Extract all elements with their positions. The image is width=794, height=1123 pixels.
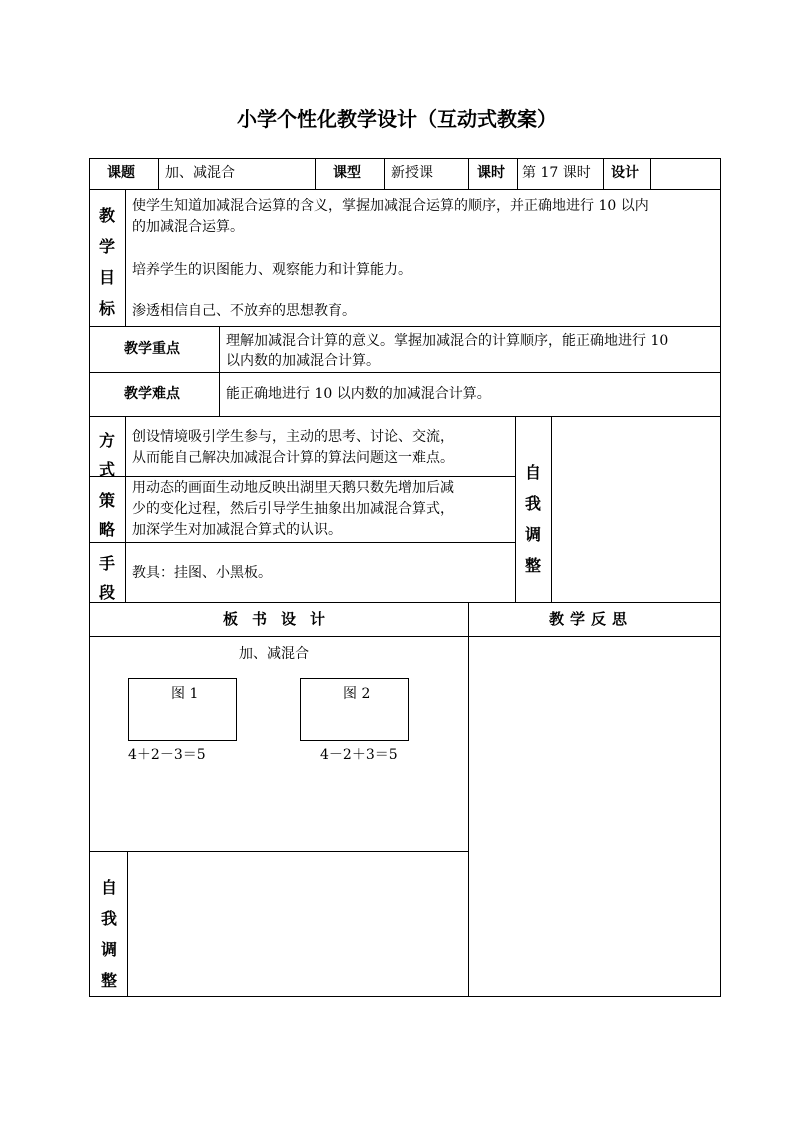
tools-text: 教具：挂图、小黑板。: [132, 565, 272, 581]
row-divider: [89, 636, 721, 637]
period-value: 第 17 课时: [522, 165, 591, 181]
col-divider: [468, 602, 469, 997]
col-divider: [125, 189, 126, 327]
course-label: 课题: [107, 165, 135, 181]
method-line: 从而能自己解决加减混合计算的算法问题这一难点。: [132, 450, 454, 466]
row-divider: [89, 851, 469, 852]
figure-1-box: [128, 678, 237, 741]
row-divider: [89, 372, 721, 373]
col-divider: [158, 158, 159, 190]
strategy-line: 少的变化过程，然后引导学生抽象出加减混合算式，: [132, 501, 454, 517]
board-subtitle: 加、减混合: [239, 646, 309, 662]
method-label-shouduan: 手 段: [98, 554, 115, 602]
figure-2-box: [300, 678, 409, 741]
objective-line: 渗透相信自己、不放弃的思想教育。: [132, 303, 356, 319]
row-divider: [89, 416, 721, 417]
equation-1: 4＋2－3＝5: [128, 747, 206, 763]
method-line: 创设情境吸引学生参与，主动的思考、讨论、交流，: [132, 429, 454, 445]
board-design-header: 板书设计: [223, 610, 340, 628]
bottom-self-adjust-label: 自 我 调 整: [100, 878, 117, 990]
objective-line: 培养学生的识图能力、观察能力和计算能力。: [132, 262, 412, 278]
col-divider: [127, 851, 128, 997]
table-border-bottom: [89, 996, 721, 997]
page-title: 小学个性化教学设计（互动式教案）: [237, 107, 557, 131]
col-divider: [650, 158, 651, 190]
row-divider: [89, 476, 516, 477]
row-divider: [89, 602, 721, 603]
key-point-line: 理解加减混合计算的意义。掌握加减混合的计算顺序，能正确地进行 10: [226, 333, 669, 349]
table-border-right: [720, 158, 721, 997]
period-label: 课时: [477, 165, 505, 181]
col-divider: [468, 158, 469, 190]
objectives-label: 教 学 目 标: [98, 206, 115, 318]
difficulty-text: 能正确地进行 10 以内数的加减混合计算。: [226, 386, 491, 402]
figure-1-label: 图 1: [171, 686, 199, 702]
type-label: 课型: [333, 165, 361, 181]
col-divider: [517, 158, 518, 190]
col-divider: [384, 158, 385, 190]
key-point-line: 以内数的加减混合计算。: [226, 353, 380, 369]
table-border-left: [89, 158, 90, 997]
strategy-line: 加深学生对加减混合算式的认识。: [132, 522, 342, 538]
col-divider: [603, 158, 604, 190]
method-label-celue: 策 略: [98, 491, 115, 539]
strategy-line: 用动态的画面生动地反映出湖里天鹅只数先增加后减: [132, 480, 454, 496]
col-divider: [551, 416, 552, 603]
course-value: 加、减混合: [165, 165, 235, 181]
reflection-header: 教学反思: [549, 610, 634, 628]
figure-2-label: 图 2: [343, 686, 371, 702]
row-divider: [89, 542, 516, 543]
equation-2: 4－2＋3＝5: [320, 747, 398, 763]
method-label-fangshi: 方 式: [98, 431, 115, 479]
self-adjust-label: 自 我 调 整: [524, 463, 541, 575]
type-value: 新授课: [391, 165, 433, 181]
key-point-label: 教学重点: [124, 341, 180, 357]
difficulty-label: 教学难点: [124, 386, 180, 402]
col-divider: [125, 416, 126, 603]
col-divider: [315, 158, 316, 190]
design-label: 设计: [611, 165, 639, 181]
objective-line: 使学生知道加减混合运算的含义，掌握加减混合运算的顺序，并正确地进行 10 以内: [132, 198, 649, 214]
col-divider: [515, 416, 516, 603]
row-divider: [89, 326, 721, 327]
table-border-top: [89, 158, 721, 159]
objective-line: 的加减混合运算。: [132, 219, 244, 235]
row-divider: [89, 189, 721, 190]
